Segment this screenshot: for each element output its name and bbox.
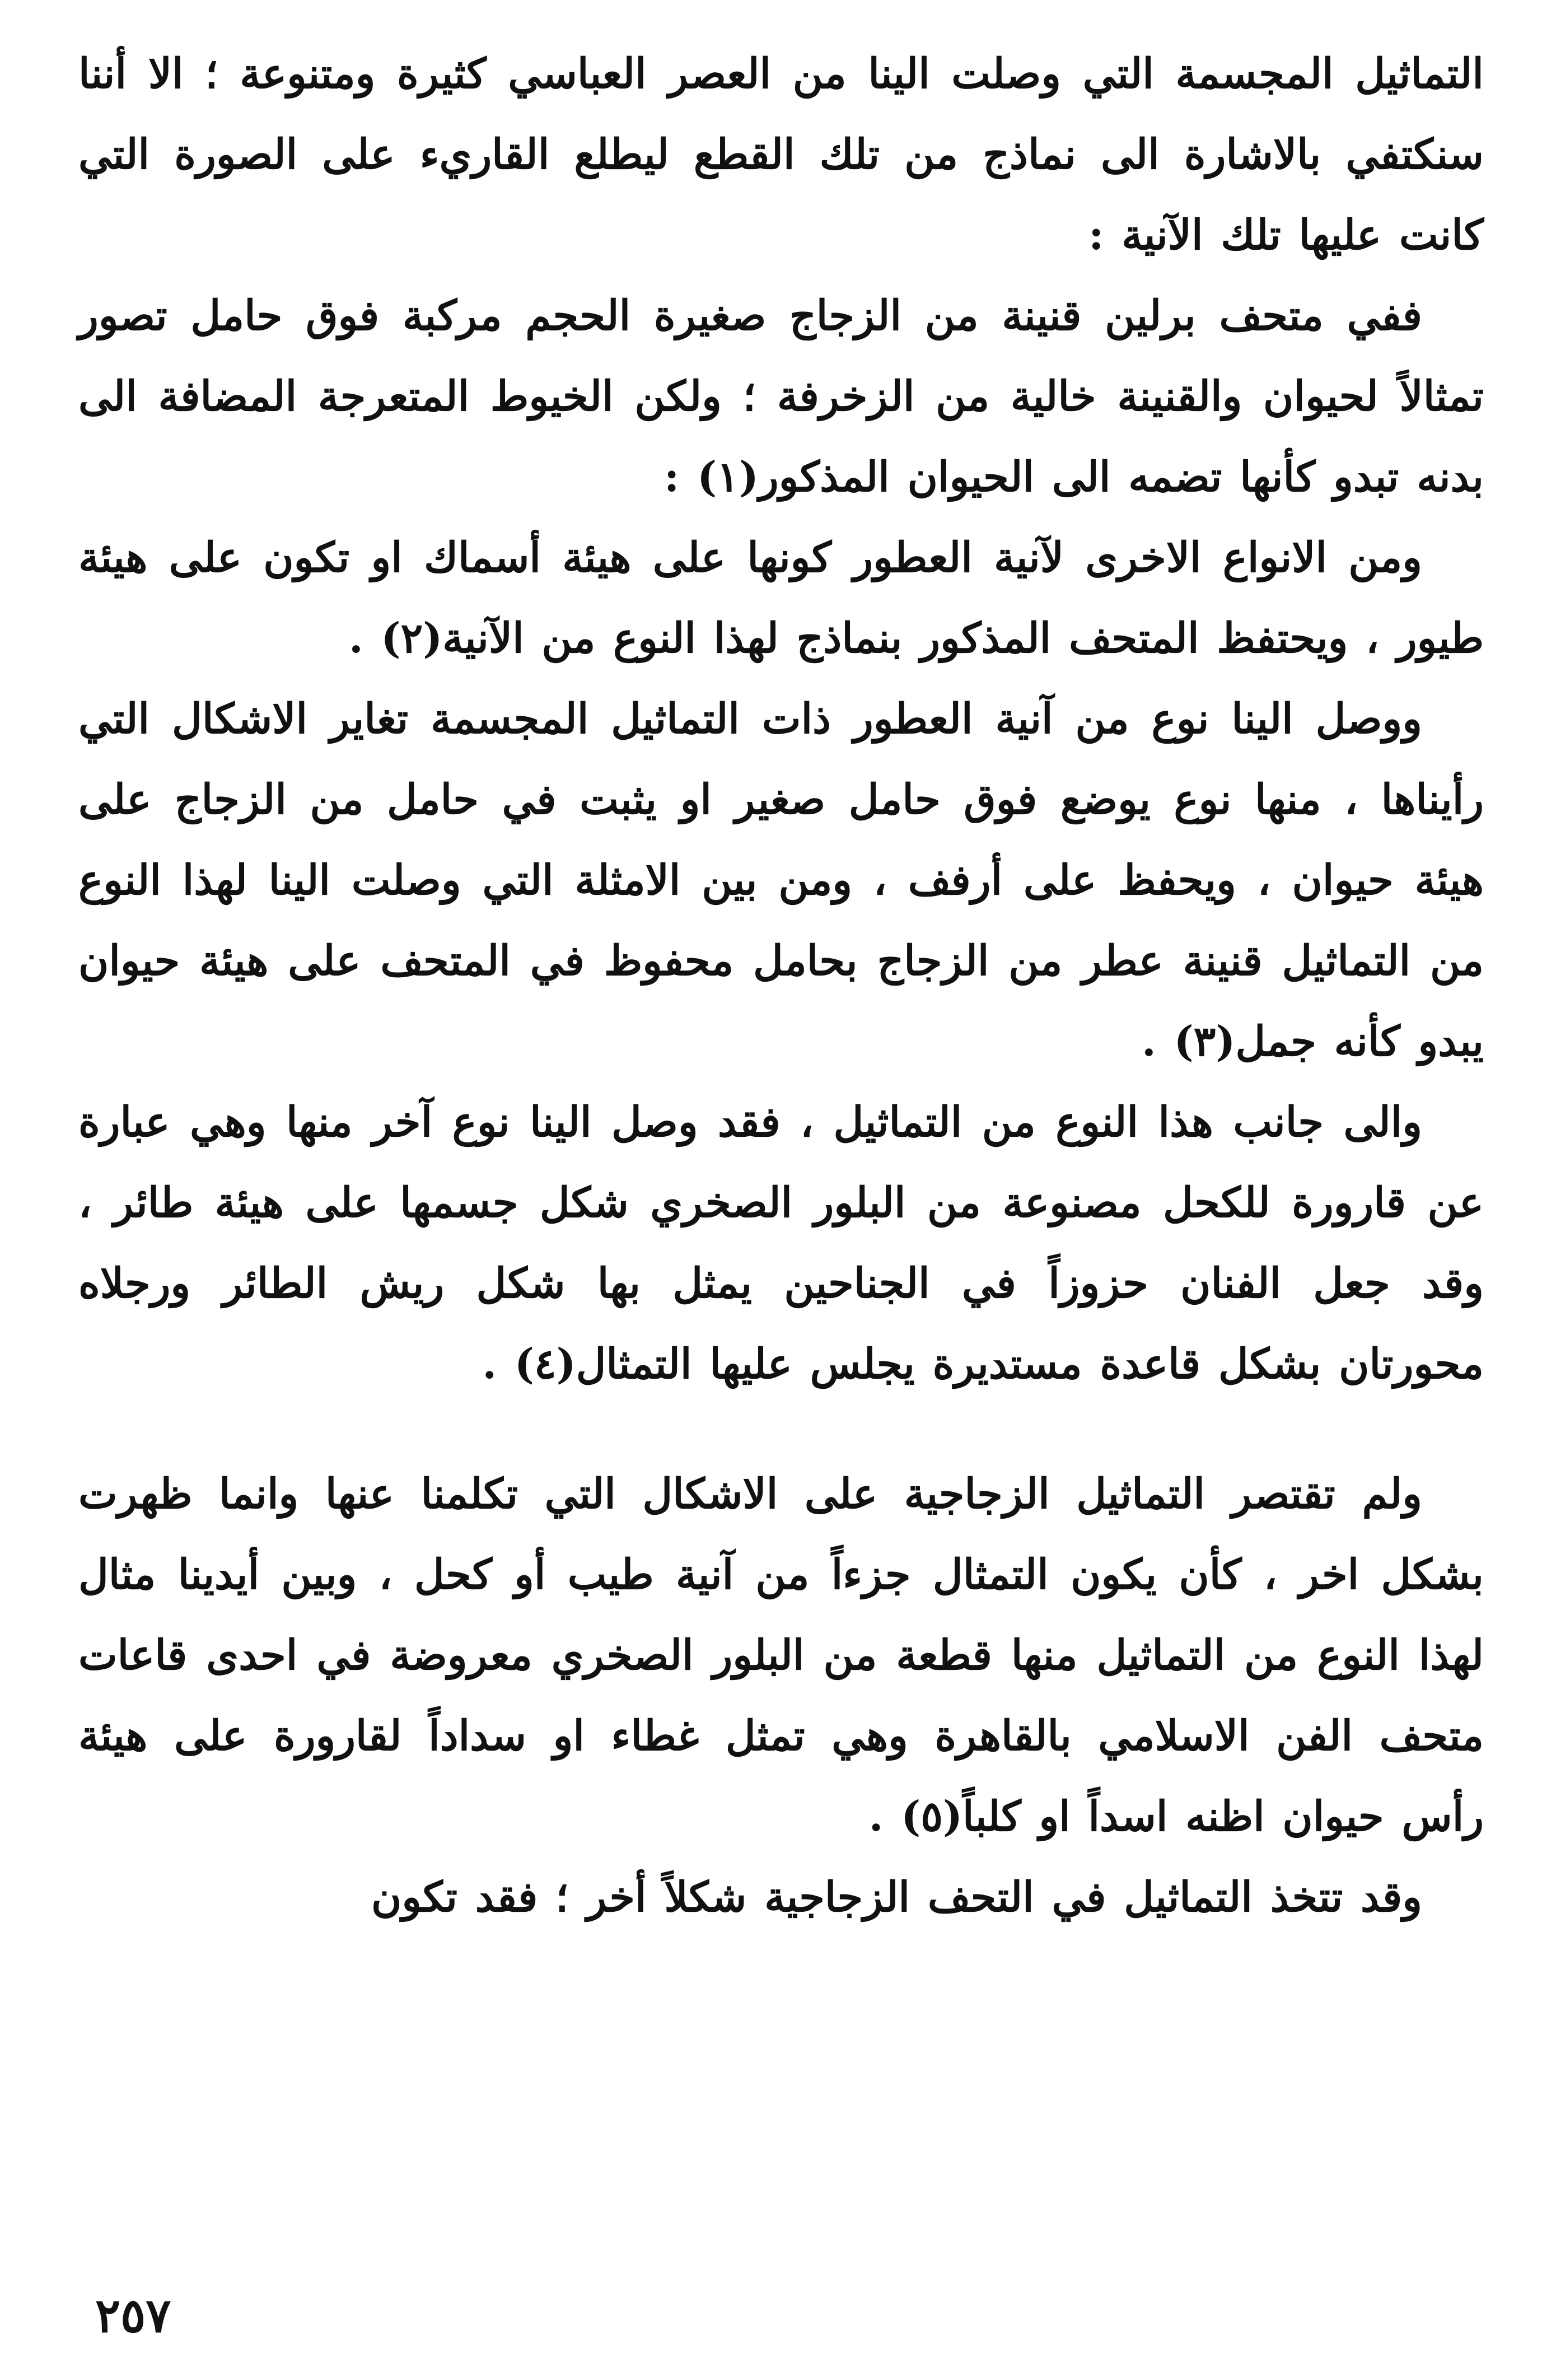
paragraph-fish-bird-vessels: ومن الانواع الاخرى لآنية العطور كونها على هيئة أسماك او تكون على هيئة طيور ، ويحتفظ المتحف المذكور بنماذج لهذا النوع من الآنية(٢) . <box>78 534 1484 662</box>
paragraph-continuation: وقد تتخذ التماثيل في التحف الزجاجية شكلاً أخر ؛ فقد تكون <box>371 1873 1422 1921</box>
page-number: ٢٥٧ <box>95 2288 171 2343</box>
paragraph-other-shapes: ولم تقتصر التماثيل الزجاجية على الاشكال التي تكلمنا عنها وانما ظهرت بشكل اخر ، كأن يكون التمثال جزءاً من آنية طيب أو كحل ، وبين أيدينا مثال لهذا النوع من التماثيل منها قطعة من البلور الصخري معروضة في احدى قاعات متحف الفن الاسلامي بالقاهرة وهي تمثل غطاء او سداداً لقارورة على هيئة رأس حيوان اظنه اسداً او كلباً(٥) . <box>78 1470 1484 1841</box>
paragraph-intro: التماثيل المجسمة التي وصلت الينا من العصر العباسي كثيرة ومتنوعة ؛ الا أننا سنكتفي بالاشارة الى نماذج من تلك القطع ليطلع القاريء على الصورة التي كانت عليها تلك الآنية : <box>78 50 1484 259</box>
page-body <box>78 34 1484 2341</box>
paragraph-kohl-bottle: والى جانب هذا النوع من التماثيل ، فقد وصل الينا نوع آخر منها وهي عبارة عن قارورة للكحل مصنوعة من البلور الصخري شكل جسمها على هيئة طائر ، وقد جعل الفنان حزوزاً في الجناحين يمثل بها شكل ريش الطائر ورجلاه محورتان بشكل قاعدة مستديرة يجلس عليها التمثال(٤) . <box>78 1098 1484 1388</box>
paragraph-gap <box>78 1404 1484 1454</box>
paragraph-berlin-museum: ففي متحف برلين قنينة من الزجاج صغيرة الحجم مركبة فوق حامل تصور تمثالاً لحيوان والقنينة خالية من الزخرفة ؛ ولكن الخيوط المتعرجة المضافة الى بدنه تبدو كأنها تضمه الى الحيوان المذكور(١) : <box>78 292 1484 501</box>
paragraph-perfume-vessels: ووصل الينا نوع من آنية العطور ذات التماثيل المجسمة تغاير الاشكال التي رأيناها ، منها نوع يوضع فوق حامل صغير او يثبت في حامل من الزجاج على هيئة حيوان ، ويحفظ على أرفف ، ومن بين الامثلة التي وصلت الينا لهذا النوع من التماثيل قنينة عطر من الزجاج بحامل محفوظ في المتحف على هيئة حيوان يبدو كأنه جمل(٣) . <box>78 695 1484 1066</box>
